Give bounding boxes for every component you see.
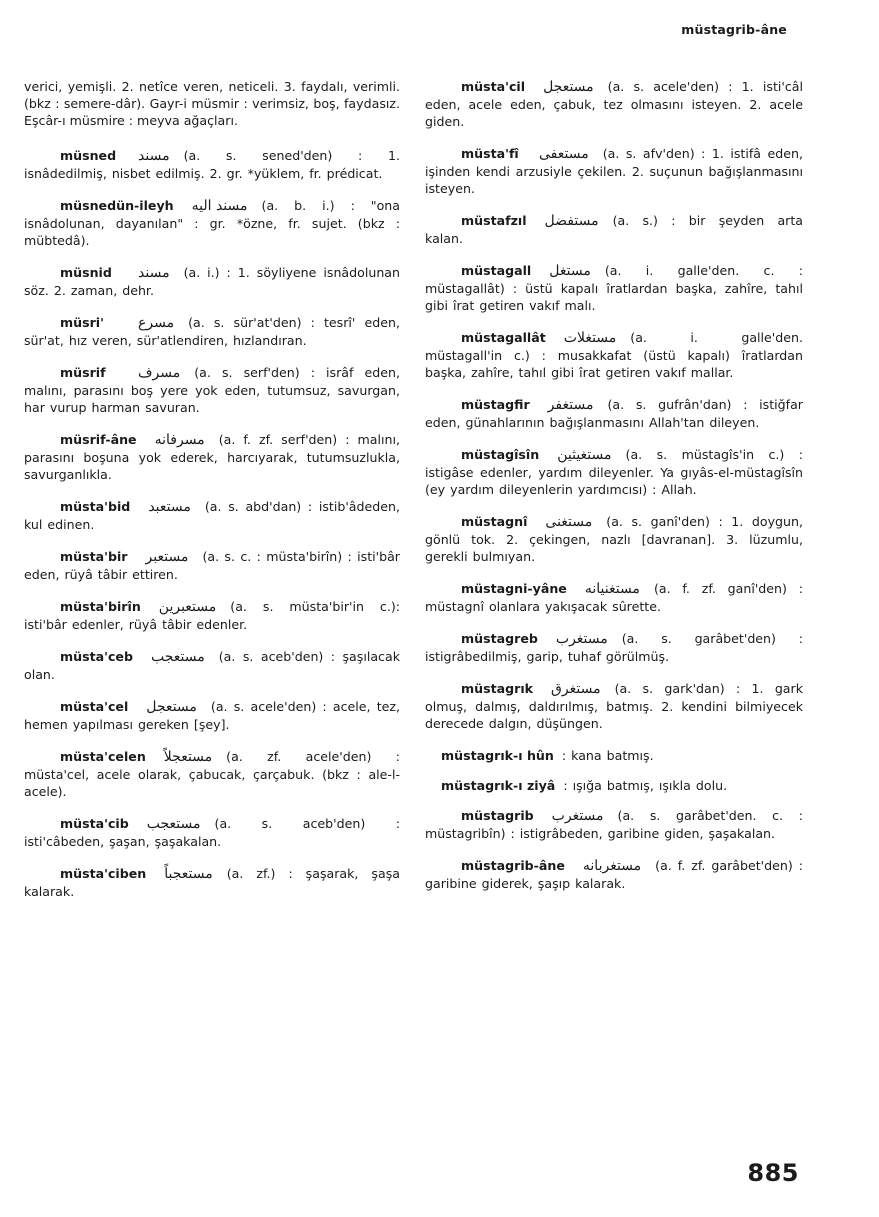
entry-arabic-script: مستعجل [146,699,197,715]
entry-definition: : ışığa batmış, ışıkla dolu. [563,778,728,793]
entry-headword: müsta'ceb [60,649,133,664]
entry-headword: müstagrık-ı ziyâ [441,778,556,793]
entry-arabic-script: مسرع [138,315,175,331]
entry-headword: müsrif-âne [60,432,137,447]
dictionary-entry [425,807,803,842]
entry-headword: müsta'celen [60,749,146,764]
entry-headword: müsrif [60,365,106,380]
right-column [425,78,803,907]
entry-arabic-script: مستعجب [150,649,205,665]
entry-definition: (a. s. gark'dan) : 1. gark olmuş, dalmış, daldırılmış, batmış. 2. kendini bilmiyecek derecede dalgın, düşüngen. [425,681,803,731]
dictionary-entry [425,580,803,615]
entry-headword: müstagallât [461,330,546,345]
entry-definition: (a. f. zf. serf'den) : malını, parasını boşuna yok ederek, harcıyarak, tutumsuzlukla, savurganlıkla. [24,432,400,482]
entry-arabic-script: مستغنى [545,514,593,530]
dictionary-entry [24,314,400,349]
entry-headword: müsta'ciben [60,866,147,881]
entry-headword: müstagni-yâne [461,581,567,596]
entry-arabic-script: مستغلات [563,330,617,346]
entry-definition: (a. s. serf'den) : isrâf eden, malını, parasını boş yere yok eden, tutumsuz, savurgan, har vurup harman savuran. [24,365,400,415]
entry-headword: müsta'cib [60,816,129,831]
entry-headword: müsta'birîn [60,599,141,614]
entry-arabic-script: مستغنيانه [584,581,640,597]
entry-definition: (a. s. acele'den) : 1. isti'câl eden, acele eden, çabuk, tez olmasını isteyen. 2. acele giden. [425,79,803,129]
entry-headword: müsta'cil [461,79,526,94]
entry-headword: müsri' [60,315,104,330]
entry-definition: (a. s. ganî'den) : 1. doygun, gönlü tok. 2. çekingen, nazlı [davranan]. 3. lüzumlu, gerekli bulmıyan. [425,514,803,564]
entry-headword: müstagrık [461,681,534,696]
dictionary-entry [24,498,400,533]
page-number: 885 [747,1159,799,1187]
dictionary-entry [24,815,400,850]
entry-definition: (a. s. garâbet'den) : istigrâbedilmiş, garip, tuhaf görülmüş. [425,631,803,664]
dictionary-entry [425,630,803,665]
entry-headword: müstagîsîn [461,447,540,462]
entry-definition: (a. f. zf. ganî'den) : müstagnî olanlara yakışacak sûrette. [425,581,803,614]
dictionary-entry [425,857,803,892]
dictionary-entry [425,396,803,431]
entry-definition: (a. zf.) : şaşarak, şaşa kalarak. [24,866,400,899]
entry-definition: (a. s. afv'den) : 1. istifâ eden, işinden kendi arzusiyle çekilen. 2. suçunun bağışlanmasını isteyen. [425,146,803,196]
entry-definition: (a. s. aceb'den) : isti'câbeden, şaşan, şaşakalan. [24,816,400,849]
entry-arabic-script: مستعبد [148,499,191,515]
entry-definition: (a. s.) : bir şeyden arta kalan. [425,213,803,246]
dictionary-entry [24,648,400,683]
entry-headword: müstagrib-âne [461,858,565,873]
entry-headword: müstagreb [461,631,538,646]
entry-headword: müsta'bid [60,499,131,514]
dictionary-entry [24,748,400,800]
entry-definition: : kana batmış. [561,748,654,763]
entry-arabic-script: مسند [138,148,170,164]
entry-headword: müsta'fî [461,146,519,161]
dictionary-entry [425,513,803,565]
dictionary-entry [24,264,400,299]
entry-headword: müstagfir [461,397,530,412]
entry-definition: (a. s. müstagîs'in c.) : istigâse edenler, yardım dileyenler. Ya gıyâs-el-müstagîsîn (ey yardım dileyenlerin yardımcısı) : Allah. [425,447,803,497]
entry-definition: (a. s. aceb'den) : şaşılacak olan. [24,649,400,682]
dictionary-entry [24,548,400,583]
dictionary-entry [425,262,803,314]
entry-definition: (a. s. sened'den) : 1. isnâdedilmiş, nisbet edilmiş. 2. gr. *yüklem, fr. prédicat. [24,148,400,181]
dictionary-entry [24,364,400,416]
dictionary-entry [24,865,400,900]
entry-arabic-script: مستعجباً [164,866,213,882]
entry-definition: (a. i. galle'den. müstagall'in c.) : musakkafat (üstü kapalı) îratlardan başka, zahîre, tahıl gibi îrat getiren vakıf mallar. [425,330,803,380]
entry-arabic-script: مستغرب [555,631,608,647]
entry-headword: müsnid [60,265,112,280]
entry-arabic-script: مسرف [138,365,181,381]
entry-headword: müstagnî [461,514,528,529]
entry-arabic-script: مستغل [549,263,591,279]
entry-headword: müsta'cel [60,699,129,714]
running-header: müstagrib-âne [681,22,787,37]
dictionary-entry [425,777,803,794]
entry-definition: (a. f. zf. garâbet'den) : garibine giderek, şaşıp kalarak. [425,858,803,891]
entry-arabic-script: مسند [138,265,170,281]
entry-definition: (a. s. sür'at'den) : tesrî' eden, sür'at, hız veren, sür'atlendiren, hızlandıran. [24,315,400,348]
entry-arabic-script: مسند اليه [191,198,248,214]
entry-definition: (a. s. c. : müsta'birîn) : isti'bâr eden, rüyâ tâbir ettiren. [24,549,400,582]
entry-arabic-script: مستغرق [551,681,601,697]
dictionary-entry [24,197,400,249]
entry-headword: müsned [60,148,117,163]
entry-arabic-script: مستغيثين [557,447,612,463]
entry-headword: müsnedün-ileyh [60,198,174,213]
entry-arabic-script: مستعجل [543,79,594,95]
entry-definition: (a. s. garâbet'den. c. : müstagribîn) : istigrâbeden, garibine giden, şaşakalan. [425,808,803,841]
entry-arabic-script: مستعجب [146,816,201,832]
dictionary-entry [425,446,803,498]
dictionary-entry [24,698,400,733]
entry-headword: müstagrık-ı hûn [441,748,554,763]
dictionary-entry [425,78,803,130]
entry-definition: (a. s. acele'den) : acele, tez, hemen yapılması gereken [şey]. [24,699,400,732]
entry-definition: (a. zf. acele'den) : müsta'cel, acele olarak, çabucak, çarçabuk. (bkz : ale-l-acele). [24,749,400,799]
entry-arabic-script: مستغفر [547,397,594,413]
entry-arabic-script: مستغربانه [582,858,642,874]
entry-definition: (a. i. galle'den. c. : müstagallât) : üstü kapalı îratlardan başka, zahîre, tahıl gibi îrat getiren vakıf malı. [425,263,803,313]
dictionary-entry [24,431,400,483]
intro-text: verici, yemişli. 2. netîce veren, neticeli. 3. faydalı, verimli. (bkz : semere-dâr). Gayr-i müsmir : verimsiz, boş, faydasız. Eşcâr-ı müsmire : meyva ağaçları. [24,79,400,128]
entry-definition: (a. s. müsta'bir'in c.): isti'bâr edenler, rüyâ tâbir edenler. [24,599,400,632]
entry-arabic-script: مستعجلاً [163,749,213,765]
left-entries [24,147,400,900]
entry-headword: müstagrib [461,808,534,823]
dictionary-entry [425,145,803,197]
entry-arabic-script: مستعبرين [158,599,217,615]
entry-arabic-script: مسرفانه [154,432,205,448]
right-entries [425,78,803,892]
dictionary-entry [24,147,400,182]
dictionary-entry [24,598,400,633]
entry-arabic-script: مستغرب [551,808,604,824]
entry-arabic-script: مستعبر [145,549,189,565]
dictionary-entry [425,680,803,732]
entry-arabic-script: مستعفى [539,146,589,162]
entry-definition: (a. s. gufrân'dan) : istiğfar eden, günahlarının bağışlanmasını Allah'tan dileyen. [425,397,803,430]
entry-arabic-script: مستفضل [544,213,599,229]
dictionary-entry [425,747,803,764]
entry-headword: müsta'bir [60,549,128,564]
dictionary-entry [425,212,803,247]
entry-headword: müstagall [461,263,532,278]
entry-definition: (a. b. i.) : "ona isnâdolunan, dayanılan" : gr. *özne, fr. sujet. (bkz : mübtedâ). [24,198,400,248]
entry-headword: müstafzıl [461,213,527,228]
left-column [24,78,400,915]
dictionary-entry [425,329,803,381]
entry-definition: (a. s. abd'dan) : istib'âdeden, kul edinen. [24,499,400,532]
entry-definition: (a. i.) : 1. söyliyene isnâdolunan söz. 2. zaman, dehr. [24,265,400,298]
